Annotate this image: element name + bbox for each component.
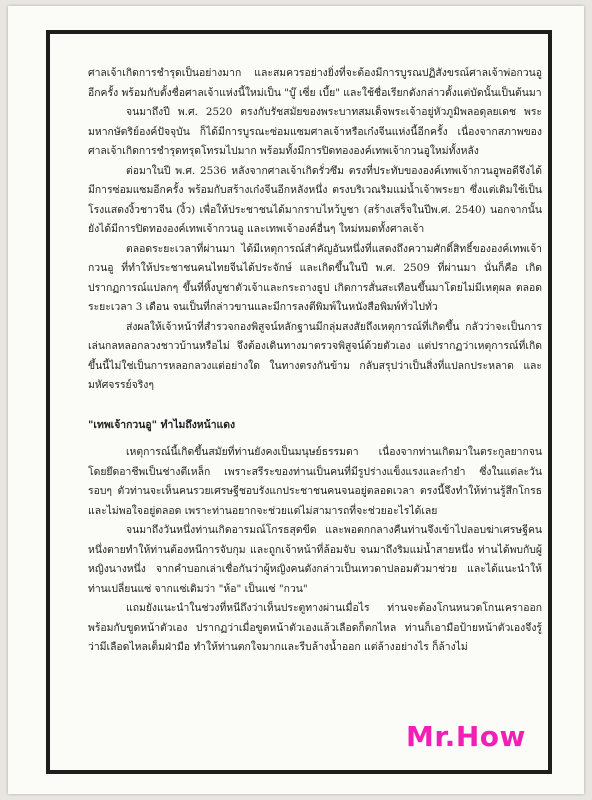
paragraph: ศาลเจ้าเกิดการชำรุดเป็นอย่างมาก และสมควรอย่างยิ่งที่จะต้องมีการบูรณปฏิสังขรณ์ศาลเจ้าพ่อกวนอูอีกครั้ง พร้อมกับตั้งชื่อศาลเจ้าแห่งนี้ใหม่เป็น "บู๊ เซี่ย เบี้ย" และใช้ชื่อเรียกดังกล่าวตั้งแต่บัดนั้นเป็นต้นมา: [88, 67, 542, 99]
paragraph: ต่อมาในปี พ.ศ. 2536 หลังจากศาลเจ้าเกิดรั่วซึม ตรงที่ประทับขององค์เทพเจ้ากวนอูพอดีจึงได้มีการซ่อมแซมอีกครั้ง พร้อมกับสร้างเก๋งจีนอีกหลังหนึ่ง ตรงบริเวณริมแม่น้ำเจ้าพระยา ซึ่งแต่เดิมใช้เป็นโรงแสดงงิ้วชาวจีน (งิ้ว) เพื่อให้ประชาชนได้มากราบไหว้บูชา (สร้างเสร็จในปีพ.ศ. 2540) นอกจากนั้น ยังได้มีการปิดทององค์เทพเจ้ากวนอู และเทพเจ้าองค์อื่นๆ ใหม่หมดทั้งศาลเจ้า: [88, 164, 542, 235]
paragraph: จนมาถึงปี พ.ศ. 2520 ตรงกับรัชสมัยของพระบาทสมเด็จพระเจ้าอยู่หัวภูมิพลอดุลยเดช พระมหากษัตริย์องค์ปัจจุบัน ก็ได้มีการบูรณะซ่อมแซมศาลเจ้าหรือเก๋งจีนแห่งนี้อีกครั้ง เนื่องจากสภาพของศาลเจ้าเกิดการชำรุดทรุดโทรมไปมาก พร้อมทั้งมีการปิดทององค์เทพเจ้ากวนอูใหม่ทั้งหลัง: [88, 106, 542, 157]
document-body: [88, 64, 542, 658]
paragraph: แถมยังแนะนำในช่วงที่หนีถึงว่าเห็นประตูทางผ่านเมื่อไร ท่านจะต้องโกนหนวดโกนเคราออก พร้อมกับขูดหน้าตัวเอง ปรากฏว่าเมื่อขูดหน้าตัวเองแล้วเลือดก็ตกไหล ท่านก็เอามือป้ายหน้าตัวเองจึงรู้ว่ามีเลือดไหลเต็มฝ่ามือ ทำให้ท่านตกใจมากและรีบล้างน้ำออก แต่ล้างอย่างไร ก็ล้างไม่: [88, 602, 542, 653]
section-spacer: [88, 396, 542, 416]
paragraph: ส่งผลให้เจ้าหน้าที่สำรวจกองพิสูจน์หลักฐานมีกลุ่มสงสัยถึงเหตุการณ์ที่เกิดขึ้น กลัวว่าจะเป็นการเล่นกลหลอกลวงชาวบ้านหรือไม่ จึงต้องเดินทางมาตรวจพิสูจน์ด้วยตัวเอง แต่ปรากฏว่าเหตุการณ์ที่เกิดขึ้นนี้ไม่ใช่เป็นการหลอกลวงแต่อย่างใด ในทางตรงกันข้าม กลับสรุปว่าเป็นสิ่งที่แปลกประหลาด และมหัศจรรย์จริงๆ: [88, 320, 542, 391]
paragraph: จนมาถึงวันหนึ่งท่านเกิดอารมณ์โกรธสุดขีด และพอตกกลางคืนท่านจึงเข้าไปลอบฆ่าเศรษฐีคนหนึ่งตายทำให้ท่านต้องหนีการจับกุม และถูกเจ้าหน้าที่ล้อมจับ จนมาถึงริมแม่น้ำสายหนึ่ง ท่านได้พบกับผู้หญิงนางหนึ่ง จากคำบอกเล่าเชื่อกันว่าผู้หญิงคนดังกล่าวเป็นเทวดาปลอมตัวมาช่วย และได้แนะนำให้ท่านเปลี่ยนแซ่ จากแซ่เดิมว่า "ห้อ" เป็นแซ่ "กวน": [88, 524, 542, 595]
paragraph: ตลอดระยะเวลาที่ผ่านมา ได้มีเหตุการณ์สำคัญอันหนึ่งที่แสดงถึงความศักดิ์สิทธิ์ขององค์เทพเจ้ากวนอู ที่ทำให้ประชาชนคนไทยจีนได้ประจักษ์ และเกิดขึ้นในปี พ.ศ. 2509 ที่ผ่านมา นั่นก็คือ เกิดปรากฏการณ์แปลกๆ ขึ้นที่หิ้งบูชาตัวเจ้าและกระถางธูป เกิดการสั่นสะเทือนขึ้นมาโดยไม่มีเหตุผล ตลอดระยะเวลา 3 เดือน จนเป็นที่กล่าวขานและมีการลงตีพิมพ์ในหนังสือพิมพ์ทั่วไปทั่ว: [88, 242, 542, 313]
paragraph: เหตุการณ์นี้เกิดขึ้นสมัยที่ท่านยังคงเป็นมนุษย์ธรรมดา เนื่องจากท่านเกิดมาในตระกูลยากจนโดยยึดอาชีพเป็นช่างตีเหล็ก เพราะสรีระของท่านเป็นคนที่มีรูปร่างแข็งแรงและกำยำ ซึ่งในแต่ละวันรอบๆ ตัวท่านจะเห็นคนรวยเศรษฐีชอบรังแกประชาชนคนจนอยู่ตลอดเวลา ตรงนี้จึงทำให้ท่านรู้สึกโกรธและไม่พอใจอยู่ตลอด เพราะท่านอยากจะช่วยแต่ไม่สามารถที่จะช่วยอะไรได้เลย: [88, 446, 542, 517]
scanned-page: [8, 6, 584, 794]
section-heading: "เทพเจ้ากวนอู" ทำไมถึงหน้าแดง: [88, 418, 236, 431]
watermark-text: Mr.How: [406, 720, 526, 753]
